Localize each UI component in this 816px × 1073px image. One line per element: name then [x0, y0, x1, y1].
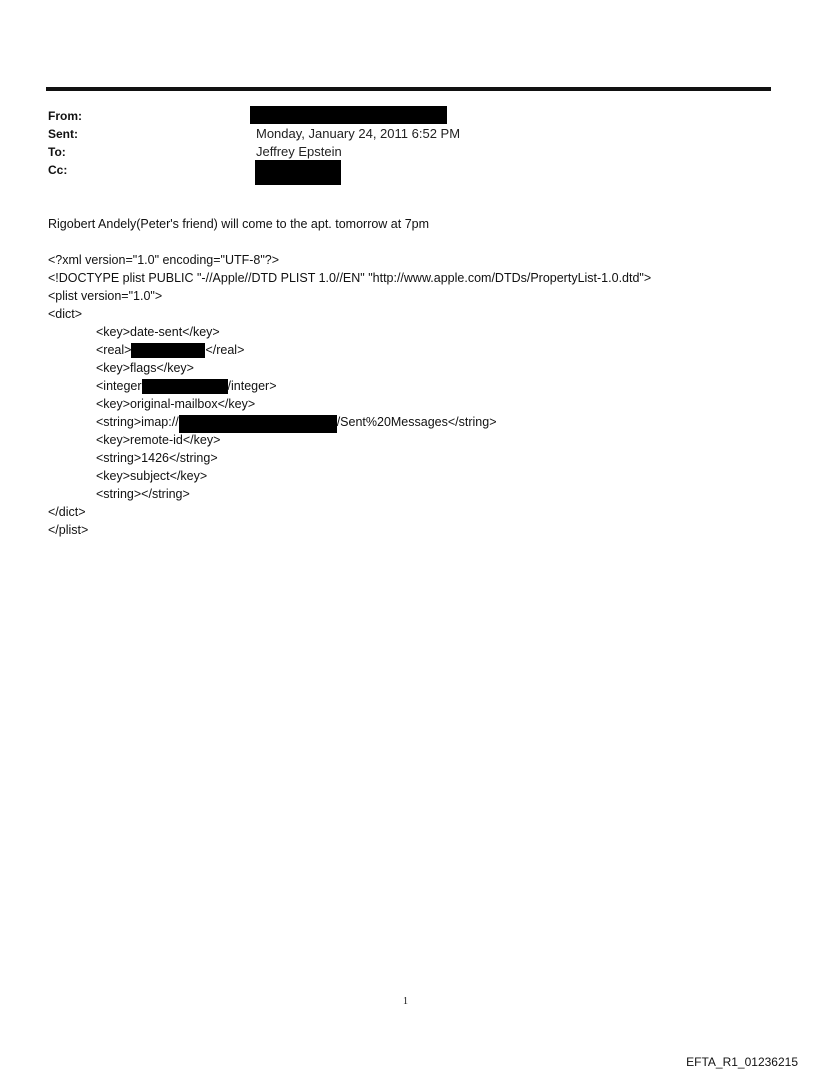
from-redaction	[250, 106, 447, 124]
imap-redaction	[179, 415, 337, 433]
document-id: EFTA_R1_01236215	[686, 1055, 798, 1069]
key-date-sent: <key>date-sent</key>	[96, 325, 220, 339]
key-original-mailbox: <key>original-mailbox</key>	[96, 397, 256, 411]
imap-open: <string>imap://	[96, 415, 179, 429]
integer-close: /integer>	[227, 379, 277, 393]
cc-label: Cc:	[48, 163, 68, 177]
integer-redaction	[142, 379, 228, 394]
real-line	[96, 343, 244, 358]
dict-close: </dict>	[48, 505, 86, 519]
sent-label: Sent:	[48, 127, 78, 141]
imap-line	[96, 415, 497, 433]
dict-open: <dict>	[48, 307, 83, 321]
plist-close: </plist>	[48, 523, 89, 537]
string-remote-id: <string>1426</string>	[96, 451, 218, 465]
real-open: <real>	[96, 343, 132, 357]
integer-open: <integer	[96, 379, 142, 393]
to-label: To:	[48, 145, 66, 159]
real-close: </real>	[205, 343, 245, 357]
cc-redaction	[255, 160, 341, 185]
doctype-line: <!DOCTYPE plist PUBLIC "-//Apple//DTD PLIST 1.0//EN" "http://www.apple.com/DTDs/PropertyList-1.0.dtd">	[48, 271, 652, 285]
page-number: 1	[403, 996, 408, 1007]
from-label: From:	[48, 109, 82, 123]
real-redaction	[131, 343, 205, 358]
plist-open: <plist version="1.0">	[48, 289, 163, 303]
header-rule	[46, 87, 771, 91]
message-text: Rigobert Andely(Peter's friend) will come to the apt. tomorrow at 7pm	[48, 217, 430, 231]
imap-close: /Sent%20Messages</string>	[336, 415, 497, 429]
key-remote-id: <key>remote-id</key>	[96, 433, 221, 447]
key-flags: <key>flags</key>	[96, 361, 194, 375]
integer-line	[96, 379, 277, 394]
xml-declaration: <?xml version="1.0" encoding="UTF-8"?>	[48, 253, 280, 267]
key-subject: <key>subject</key>	[96, 469, 208, 483]
sent-value: Monday, January 24, 2011 6:52 PM	[256, 126, 461, 141]
to-value: Jeffrey Epstein	[256, 144, 342, 159]
string-subject: <string></string>	[96, 487, 190, 501]
